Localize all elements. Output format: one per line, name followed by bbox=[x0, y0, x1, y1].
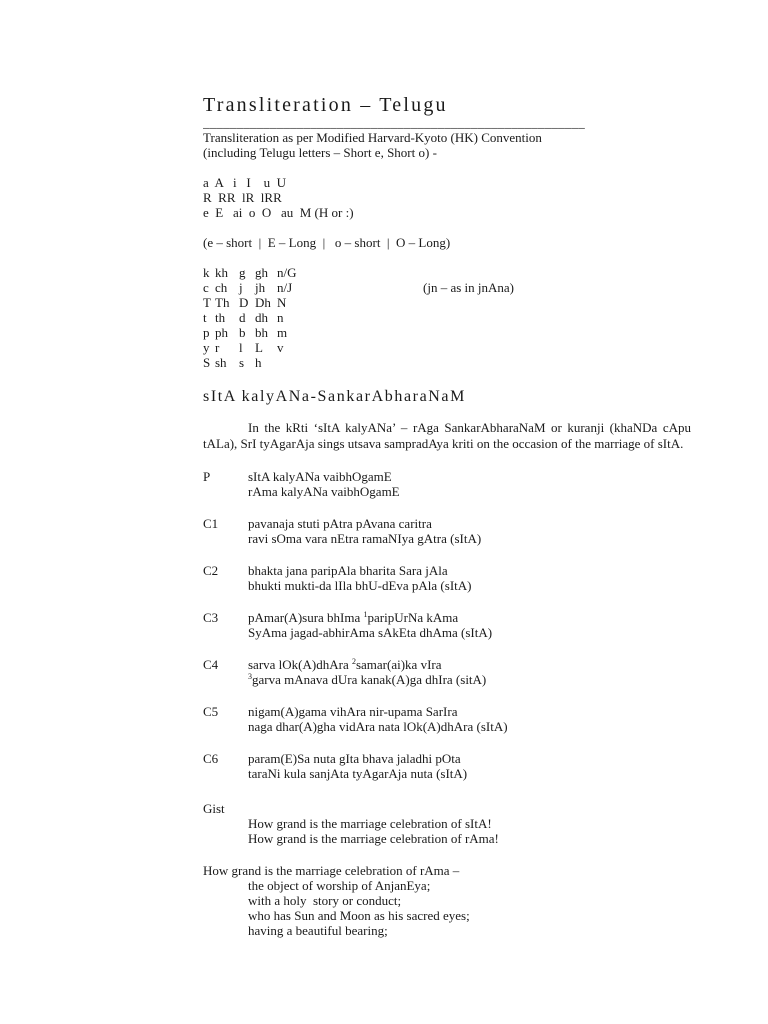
vowel-length-note: (e – short | E – Long | o – short | O – Long) bbox=[203, 235, 451, 250]
consonant-cell: y bbox=[203, 340, 210, 355]
consonant-row bbox=[203, 325, 673, 340]
footnote-marker: 3 bbox=[248, 672, 252, 681]
verse-c3 bbox=[203, 610, 673, 640]
verse-label: C3 bbox=[203, 610, 219, 625]
consonant-cell: d bbox=[239, 310, 246, 325]
vowels-line-3: e E ai o O au M (H or :) bbox=[203, 205, 354, 220]
verse-c4 bbox=[203, 657, 673, 687]
consonant-cell: p bbox=[203, 325, 210, 340]
verse-label: C5 bbox=[203, 704, 219, 719]
meaning-head: How grand is the marriage celebration of rAma – bbox=[203, 863, 460, 878]
verse-line bbox=[248, 657, 486, 672]
consonant-cell: n/G bbox=[277, 265, 297, 280]
verse-line: param(E)Sa nuta gIta bhava jaladhi pOta bbox=[248, 751, 461, 766]
consonant-cell: kh bbox=[215, 265, 228, 280]
vowels-line-1: a A i I u U bbox=[203, 175, 287, 190]
verse-line: sItA kalyANa vaibhOgamE bbox=[248, 469, 392, 484]
consonant-cell: T bbox=[203, 295, 211, 310]
verse-label: P bbox=[203, 469, 211, 484]
verse-label: C4 bbox=[203, 657, 219, 672]
verse-text: garva mAnava dUra kanak(A)ga dhIra (sitA) bbox=[252, 672, 487, 687]
verse-line: bhukti mukti-da lIla bhU-dEva pAla (sItA) bbox=[248, 578, 472, 593]
verse-label: C2 bbox=[203, 563, 219, 578]
verse-text: paripUrNa kAma bbox=[367, 610, 459, 625]
footnote-marker: 2 bbox=[351, 657, 356, 666]
gist-line: How grand is the marriage celebration of sItA! bbox=[248, 816, 492, 831]
consonant-cell: g bbox=[239, 265, 246, 280]
consonant-cell: L bbox=[255, 340, 263, 355]
consonant-cell: k bbox=[203, 265, 210, 280]
verse-text: samar(ai)ka vIra bbox=[355, 657, 442, 672]
verse-label: C1 bbox=[203, 516, 219, 531]
page-title: Transliteration – Telugu bbox=[203, 94, 448, 116]
meaning-line: having a beautiful bearing; bbox=[248, 923, 388, 938]
verse-c1 bbox=[203, 516, 673, 546]
consonant-table bbox=[203, 265, 673, 370]
verse-text: sarva lOk(A)dhAra bbox=[248, 657, 352, 672]
consonant-cell: Dh bbox=[255, 295, 271, 310]
consonant-cell: t bbox=[203, 310, 207, 325]
consonant-cell: sh bbox=[215, 355, 227, 370]
meaning-line: who has Sun and Moon as his sacred eyes; bbox=[248, 908, 470, 923]
intro-paragraph: In the kRti ‘sItA kalyANa’ – rAga SankarAbharaNaM or kuranji (khaNDa cApu tALa), SrI tyAgarAja sings utsava sampradAya kriti on the occasion of the marriage of sItA. bbox=[203, 420, 691, 451]
consonant-row bbox=[203, 265, 673, 280]
verse-line: pavanaja stuti pAtra pAvana caritra bbox=[248, 516, 432, 531]
consonant-cell: dh bbox=[255, 310, 268, 325]
consonant-cell: l bbox=[239, 340, 243, 355]
gist-line: How grand is the marriage celebration of rAma! bbox=[248, 831, 499, 846]
consonant-cell: gh bbox=[255, 265, 268, 280]
consonant-cell: v bbox=[277, 340, 284, 355]
consonant-cell: h bbox=[255, 355, 262, 370]
verse-line: rAma kalyANa vaibhOgamE bbox=[248, 484, 400, 499]
verse-text: pAmar(A)sura bhIma bbox=[248, 610, 364, 625]
verse-c5 bbox=[203, 704, 673, 734]
intro-line-2: (including Telugu letters – Short e, Short o) - bbox=[203, 145, 437, 160]
verse-c6 bbox=[203, 751, 673, 781]
consonant-cell: m bbox=[277, 325, 288, 340]
consonant-row bbox=[203, 295, 673, 310]
consonant-row bbox=[203, 340, 673, 355]
consonant-cell: ch bbox=[215, 280, 228, 295]
consonant-row bbox=[203, 280, 673, 295]
verse-label: C6 bbox=[203, 751, 219, 766]
consonant-cell: n bbox=[277, 310, 284, 325]
jn-note: (jn – as in jnAna) bbox=[423, 280, 514, 295]
consonant-cell: S bbox=[203, 355, 211, 370]
consonant-row bbox=[203, 310, 673, 325]
verse-line bbox=[248, 672, 486, 687]
footnote-marker: 1 bbox=[363, 610, 368, 619]
consonant-cell: bh bbox=[255, 325, 268, 340]
vowels-line-2: R RR lR lRR bbox=[203, 190, 282, 205]
verse-line: bhakta jana paripAla bharita Sara jAla bbox=[248, 563, 448, 578]
consonant-cell: r bbox=[215, 340, 220, 355]
consonant-cell: Th bbox=[215, 295, 230, 310]
consonant-cell bbox=[277, 355, 337, 370]
verse-line: taraNi kula sanjAta tyAgarAja nuta (sItA) bbox=[248, 766, 468, 781]
document-page bbox=[203, 94, 691, 938]
intro-line-1: Transliteration as per Modified Harvard-Kyoto (HK) Convention bbox=[203, 130, 542, 145]
verse-pallavi bbox=[203, 469, 673, 499]
consonant-cell: th bbox=[215, 310, 226, 325]
consonant-cell: jh bbox=[255, 280, 266, 295]
verse-line: nigam(A)gama vihAra nir-upama SarIra bbox=[248, 704, 458, 719]
consonant-cell: N bbox=[277, 295, 287, 310]
consonant-cell: s bbox=[239, 355, 245, 370]
verse-line: SyAma jagad-abhirAma sAkEta dhAma (sItA) bbox=[248, 625, 493, 640]
verse-c2 bbox=[203, 563, 673, 593]
verse-line bbox=[248, 610, 492, 625]
consonant-cell: c bbox=[203, 280, 209, 295]
meaning-paragraph bbox=[203, 863, 673, 938]
title-underline: _________________________________________________________ bbox=[203, 116, 585, 130]
meaning-line: the object of worship of AnjanEya; bbox=[248, 878, 431, 893]
consonant-cell: ph bbox=[215, 325, 228, 340]
consonant-cell: b bbox=[239, 325, 246, 340]
consonant-row bbox=[203, 355, 673, 370]
meaning-line: with a holy story or conduct; bbox=[248, 893, 402, 908]
gist-heading: Gist bbox=[203, 801, 225, 816]
consonant-cell: j bbox=[239, 280, 243, 295]
consonant-cell: n/J bbox=[277, 280, 293, 295]
verse-line: naga dhar(A)gha vidAra nata lOk(A)dhAra (sItA) bbox=[248, 719, 508, 734]
section-title: sItA kalyANa-SankarAbharaNaM bbox=[203, 388, 466, 405]
verse-line: ravi sOma vara nEtra ramaNIya gAtra (sItA) bbox=[248, 531, 482, 546]
consonant-cell: D bbox=[239, 295, 249, 310]
